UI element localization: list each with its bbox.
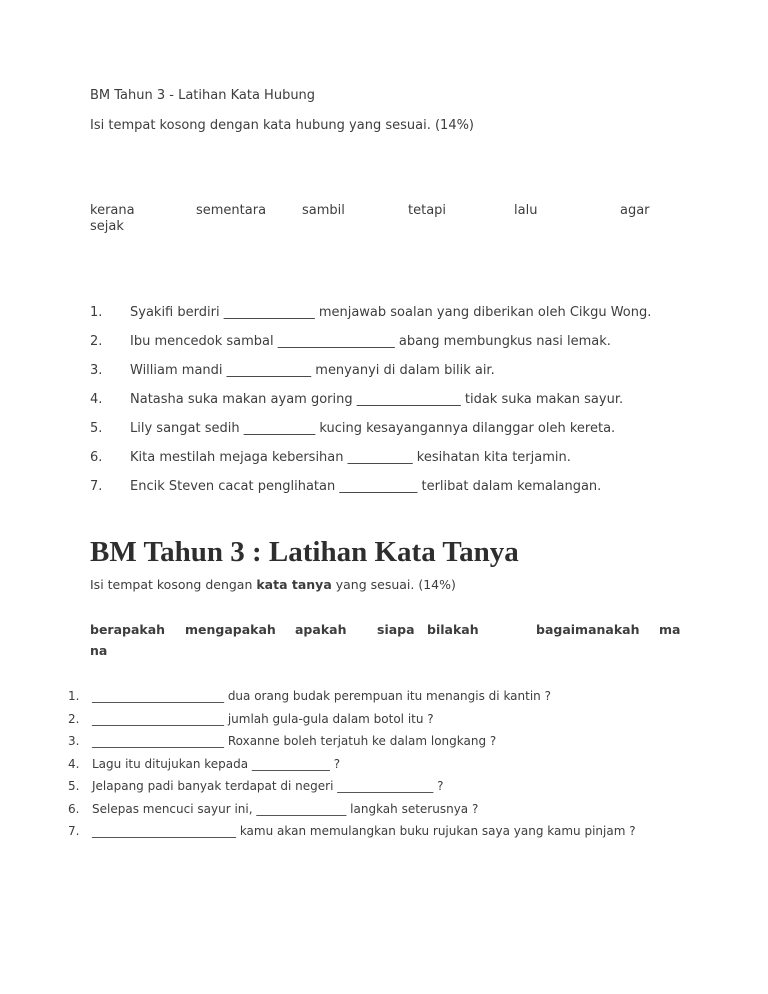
- question-text: William mandi _____________ menyanyi di dalam bilik air.: [130, 363, 495, 378]
- question-text: Lagu itu ditujukan kepada _____________ ?: [92, 756, 341, 771]
- question-number: 3.: [68, 734, 80, 748]
- word-bank-word: sejak: [90, 219, 124, 234]
- question-item: [68, 775, 702, 798]
- question-item: [90, 479, 702, 495]
- question-item: [90, 363, 702, 379]
- word-bank-word: sambil: [302, 203, 345, 218]
- question-number: 2.: [90, 334, 103, 349]
- instruction-text: Isi tempat kosong dengan: [90, 577, 257, 592]
- question-text: Jelapang padi banyak terdapat di negeri ________________ ?: [92, 779, 444, 793]
- question-item: [68, 753, 702, 776]
- question-number: 5.: [90, 421, 103, 436]
- question-text: ______________________ jumlah gula-gula dalam botol itu ?: [92, 711, 434, 726]
- instruction-bold-text: kata tanya: [256, 577, 332, 592]
- word-bank-word: apakah: [295, 622, 347, 637]
- question-number: 1.: [90, 305, 103, 320]
- question-text: Ibu mencedok sambal __________________ abang membungkus nasi lemak.: [130, 334, 611, 349]
- question-text: Selepas mencuci sayur ini, _______________ langkah seterusnya ?: [92, 801, 479, 816]
- question-number: 4.: [68, 756, 80, 771]
- question-item: [68, 708, 702, 731]
- question-number: 6.: [68, 801, 80, 816]
- question-number: 5.: [68, 779, 80, 793]
- word-bank-word: sementara: [196, 203, 267, 218]
- word-bank-word: ma: [659, 622, 681, 637]
- word-bank-word: kerana: [90, 203, 135, 218]
- question-number: 4.: [90, 392, 103, 407]
- word-bank-word: na: [90, 643, 108, 658]
- section2-instruction: [90, 577, 702, 592]
- question-text: Encik Steven cacat penglihatan ____________ terlibat dalam kemalangan.: [130, 479, 602, 494]
- question-item: [68, 820, 702, 843]
- word-bank-word: tetapi: [408, 203, 447, 218]
- question-item: [90, 334, 702, 350]
- question-item: [90, 392, 702, 408]
- word-bank-word: bagaimanakah: [536, 622, 640, 637]
- section2-question-list: [68, 685, 702, 843]
- question-number: 7.: [68, 824, 80, 838]
- section1-question-list: [90, 305, 702, 495]
- question-item: [68, 798, 702, 821]
- question-item: [90, 421, 702, 437]
- word-bank-word: lalu: [514, 203, 538, 218]
- question-item: [90, 305, 702, 321]
- question-number: 3.: [90, 363, 103, 378]
- question-text: ________________________ kamu akan memulangkan buku rujukan saya yang kamu pinjam ?: [92, 824, 636, 838]
- section1-word-bank: [90, 203, 702, 219]
- question-item: [68, 685, 702, 708]
- question-text: Natasha suka makan ayam goring ________________ tidak suka makan sayur.: [130, 392, 624, 407]
- question-number: 2.: [68, 711, 80, 726]
- section2-title: BM Tahun 3 : Latihan Kata Tanya: [90, 536, 519, 568]
- question-text: Kita mestilah mejaga kebersihan __________ kesihatan kita terjamin.: [130, 450, 571, 465]
- section2-word-bank: [90, 619, 702, 640]
- instruction-text: yang sesuai. (14%): [331, 577, 456, 592]
- word-bank-word: berapakah: [90, 622, 166, 637]
- question-text: ______________________ dua orang budak perempuan itu menangis di kantin ?: [92, 689, 551, 703]
- question-item: [90, 450, 702, 466]
- question-number: 6.: [90, 450, 103, 465]
- section1-instruction: Isi tempat kosong dengan kata hubung yang sesuai. (14%): [90, 118, 475, 133]
- word-bank-word: bilakah: [427, 622, 479, 637]
- question-text: ______________________ Roxanne boleh terjatuh ke dalam longkang ?: [92, 734, 497, 748]
- question-text: Lily sangat sedih ___________ kucing kesayangannya dilanggar oleh kereta.: [130, 421, 616, 436]
- question-item: [68, 730, 702, 753]
- word-bank-word: siapa: [377, 622, 415, 637]
- question-number: 7.: [90, 479, 103, 494]
- word-bank-word: mengapakah: [185, 622, 276, 637]
- section1-title: BM Tahun 3 - Latihan Kata Hubung: [90, 88, 316, 103]
- question-number: 1.: [68, 689, 80, 703]
- word-bank-word: agar: [620, 203, 650, 218]
- question-text: Syakifi berdiri ______________ menjawab soalan yang diberikan oleh Cikgu Wong.: [130, 305, 652, 320]
